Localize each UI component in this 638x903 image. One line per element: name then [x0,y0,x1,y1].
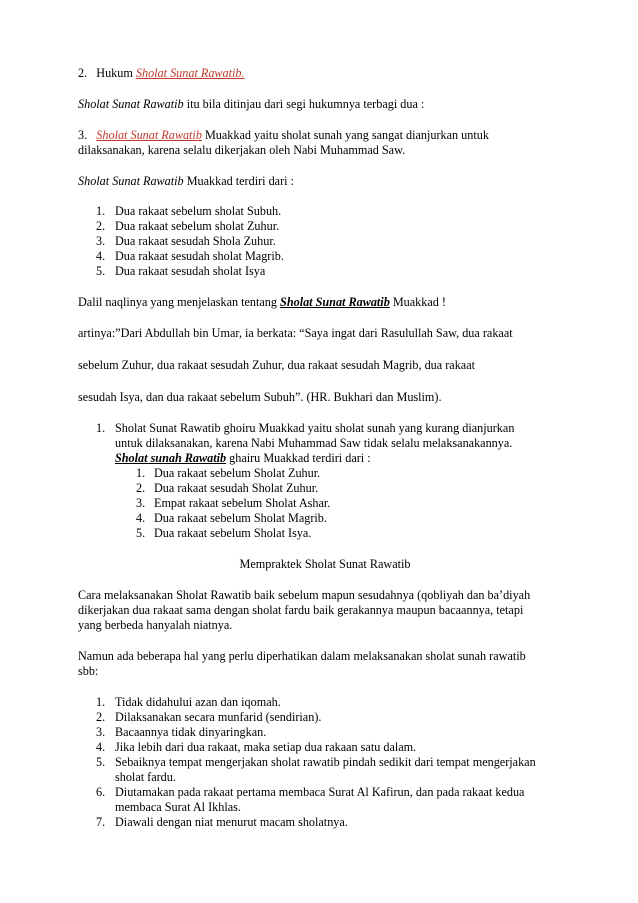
list-item: 5. Dua rakaat sesudah sholat Isya [96,264,266,278]
artinya-line-2: sebelum Zuhur, dua rakaat sesudah Zuhur, dua rakaat sesudah Magrib, dua rakaat [78,358,476,372]
artinya-line-3: sesudah Isya, dan dua rakaat sebelum Subuh”. (HR. Bukhari dan Muslim). [78,390,442,404]
list-item: 5. Dua rakaat sebelum Sholat Isya. [136,526,312,540]
muakkad-list [78,204,572,279]
list-item: 2. Dilaksanakan secara munfarid (sendirian). [96,710,322,724]
ghoiru-item: 1. Sholat Sunat Rawatib ghoiru Muakkad yaitu sholat sunah yang kurang dianjurkan untuk dilaksanakan, karena Nabi Muhammad Saw tidak selalu melaksanakannya. Sholat sunah Rawatib ghairu Muakkad terdiri dari : [96,421,515,465]
list-item: 6. Diutamakan pada rakaat pertama membaca Surat Al Kafirun, dan pada rakaat kedua membaca Surat Al Ikhlas. [96,785,525,814]
list-item: 4. Jika lebih dari dua rakaat, maka setiap dua rakaan satu dalam. [96,740,417,754]
heading-link[interactable]: Sholat Sunat Rawatib. [135,66,245,80]
artinya-line-1: artinya:”Dari Abdullah bin Umar, ia berkata: “Saya ingat dari Rasulullah Saw, dua rakaat [78,326,513,340]
list-item: 1. Dua rakaat sebelum Sholat Zuhur. [136,466,321,480]
paragraph-hukum: Sholat Sunat Rawatib itu bila ditinjau dari segi hukumnya terbagi dua : [78,97,425,111]
section-heading [78,66,572,81]
heading-label: Hukum [96,66,133,80]
list-item: 5. Sebaiknya tempat mengerjakan sholat rawatib pindah sedikit dari tempat mengerjakan sholat fardu. [96,755,536,784]
ghoiru-bold-link[interactable]: Sholat sunah Rawatib [115,451,227,465]
list-item: 4. Dua rakaat sebelum Sholat Magrib. [136,511,327,525]
term-italic: Sholat Sunat Rawatib [78,97,184,111]
muakkad-link[interactable]: Sholat Sunat Rawatib [96,128,202,142]
list-item: 3. Dua rakaat sesudah Shola Zuhur. [96,234,276,248]
rawatib-rules-list [78,695,572,830]
ghoiru-section [78,421,572,541]
ghoiru-sublist [78,466,572,541]
list-item: 7. Diawali dengan niat menurut macam sholatnya. [96,815,348,829]
paragraph-terdiri: Sholat Sunat Rawatib Muakkad terdiri dari : [78,174,294,188]
list-item: 1. Tidak didahului azan dan iqomah. [96,695,281,709]
paragraph-cara: Cara melaksanakan Sholat Rawatib baik sebelum mapun sesudahnya (qobliyah dan ba’diyah dikerjakan dua rakaat sama dengan sholat fardu baik gerakannya maupun bacaannya, tetapi yang berbeda hanyalah niatnya. [78,588,531,632]
list-item: 2. Dua rakaat sesudah Sholat Zuhur. [136,481,319,495]
paragraph-muakkad: 3. Sholat Sunat Rawatib Muakkad yaitu sholat sunah yang sangat dianjurkan untuk dilaksanakan, karena selalu dikerjakan oleh Nabi Muhammad Saw. [78,128,489,157]
list-item: 4. Dua rakaat sesudah sholat Magrib. [96,249,284,263]
list-item: 1. Dua rakaat sebelum sholat Subuh. [96,204,282,218]
list-item: 3. Empat rakaat sebelum Sholat Ashar. [136,496,331,510]
list-item: 2. Dua rakaat sebelum sholat Zuhur. [96,219,280,233]
section-title: Mempraktek Sholat Sunat Rawatib [239,557,411,571]
paragraph-namun: Namun ada beberapa hal yang perlu diperhatikan dalam melaksanakan sholat sunah rawatib sbb: [78,649,526,678]
paragraph-dalil: Dalil naqlinya yang menjelaskan tentang Sholat Sunat Rawatib Muakkad ! [78,295,446,309]
list-item: 3. Bacaannya tidak dinyaringkan. [96,725,267,739]
document-page [78,66,572,830]
heading-number: 2. [78,66,88,80]
dalil-bold-link[interactable]: Sholat Sunat Rawatib [280,295,390,309]
